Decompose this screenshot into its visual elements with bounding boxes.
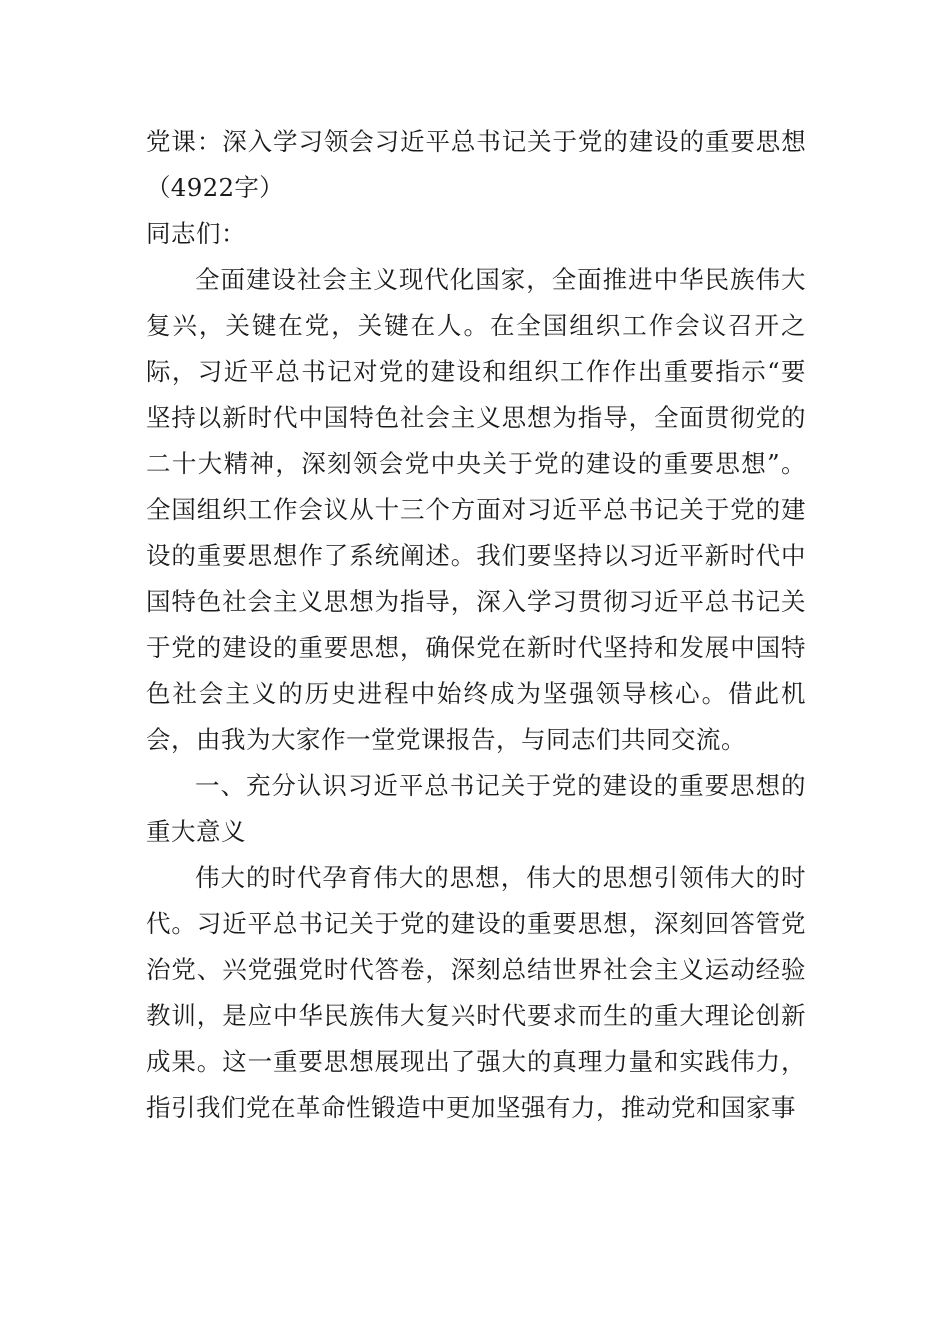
- document-page: [146, 119, 806, 1131]
- paragraph-intro: 全面建设社会主义现代化国家，全面推进中华民族伟大复兴，关键在党，关键在人。在全国组织工作会议召开之际，习近平总书记对党的建设和组织工作作出重要指示“要坚持以新时代中国特色社会主义思想为指导，全面贯彻党的二十大精神，深刻领会党中央关于党的建设的重要思想”。全国组织工作会议从十三个方面对习近平总书记关于党的建设的重要思想作了系统阐述。我们要坚持以习近平新时代中国特色社会主义思想为指导，深入学习贯彻习近平总书记关于党的建设的重要思想，确保党在新时代坚持和发展中国特色社会主义的历史进程中始终成为坚强领导核心。借此机会，由我为大家作一堂党课报告，与同志们共同交流。: [146, 265, 806, 754]
- paragraph-section-1: 伟大的时代孕育伟大的思想，伟大的思想引领伟大的时代。习近平总书记关于党的建设的重要思想，深刻回答管党治党、兴党强党时代答卷，深刻总结世界社会主义运动经验教训，是应中华民族伟大复兴时代要求而生的重大理论创新成果。这一重要思想展现出了强大的真理力量和实践伟力，指引我们党在革命性锻造中更加坚强有力，推动党和国家事: [146, 863, 806, 1122]
- document-title: 党课：深入学习领会习近平总书记关于党的建设的重要思想（4922字）: [146, 127, 806, 202]
- greeting: 同志们：: [146, 219, 246, 248]
- section-heading-1: 一、充分认识习近平总书记关于党的建设的重要思想的重大意义: [146, 771, 806, 846]
